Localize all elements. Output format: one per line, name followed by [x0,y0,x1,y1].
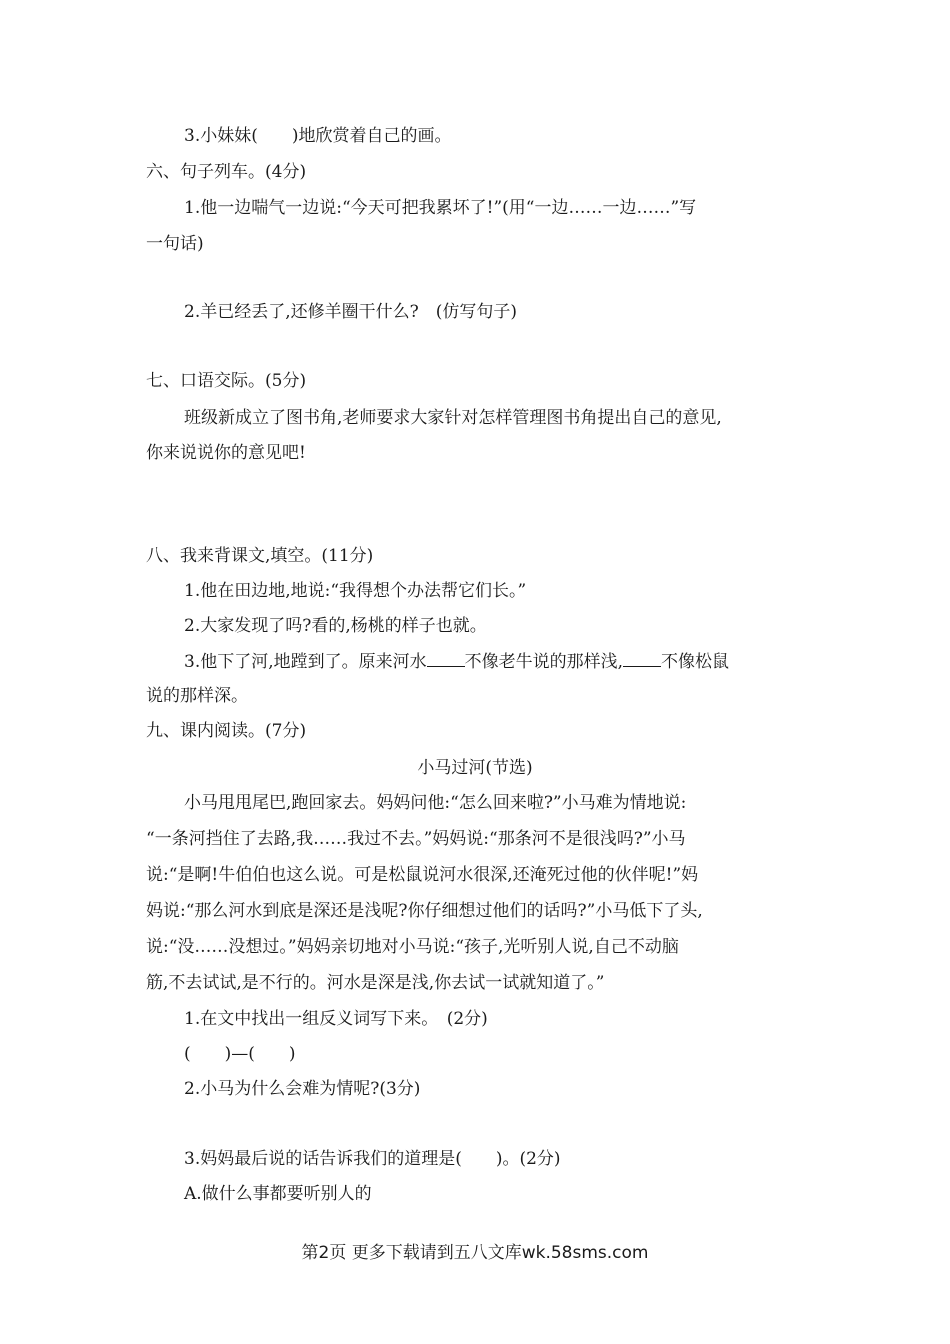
passage-line: 小马甩甩尾巴,跑回家去。妈妈问他:“怎么回来啦?”小马难为情地说: [184,793,687,813]
question-9-3: 3.妈妈最后说的话告诉我们的道理是( )。(2分) [184,1149,561,1169]
question-6-2: 2.羊已经丢了,还修羊圈干什么? (仿写句子) [184,302,518,322]
passage-line: “一条河挡住了去路,我……我过不去。”妈妈说:“那条河不是很浅吗?”小马 [146,829,686,849]
section-7-title: 七、口语交际。(5分) [146,371,307,391]
fill-blank [623,649,661,667]
question-8-3-line2: 说的那样深。 [146,686,248,706]
question-9-2: 2.小马为什么会难为情呢?(3分) [184,1079,421,1099]
passage-line: 说:“是啊!牛伯伯也这么说。可是松鼠说河水很深,还淹死过他的伙伴呢!”妈 [146,865,699,885]
question-8-3-part-b: 不像老牛说的那样浅, [464,652,624,672]
question-6-1-line2: 一句话) [146,234,204,254]
section-7-prompt-line2: 你来说说你的意见吧! [146,443,306,463]
passage-line: 妈说:“那么河水到底是深还是浅呢?你仔细想过他们的话吗?”小马低下了头, [146,901,703,921]
passage-title: 小马过河(节选) [417,758,533,778]
page-footer: 第2页 更多下载请到五八文库wk.58sms.com [301,1243,649,1263]
question-5-3: 3.小妹妹( )地欣赏着自己的画。 [184,126,452,146]
passage-line: 筋,不去试试,是不行的。河水是深是浅,你去试一试就知道了。” [146,973,605,993]
question-8-2: 2.大家发现了吗?看的,杨桃的样子也就。 [184,616,487,636]
question-6-1-line1: 1.他一边喘气一边说:“今天可把我累坏了!”(用“一边……一边……”写 [184,198,697,218]
question-9-3-option-a: A.做什么事都要听别人的 [184,1184,372,1204]
question-8-3-line1 [184,649,729,674]
section-9-title: 九、课内阅读。(7分) [146,721,307,741]
question-8-3-part-a: 3.他下了河,地蹚到了。原来河水 [184,652,427,672]
passage-line: 说:“没……没想过。”妈妈亲切地对小马说:“孩子,光听别人说,自己不动脑 [146,937,679,957]
section-8-title: 八、我来背课文,填空。(11分) [146,546,374,566]
section-7-prompt-line1: 班级新成立了图书角,老师要求大家针对怎样管理图书角提出自己的意见, [184,408,722,428]
question-9-1: 1.在文中找出一组反义词写下来。 (2分) [184,1009,488,1029]
question-9-1-answer-blank: ( )—( ) [184,1044,296,1064]
section-6-title: 六、句子列车。(4分) [146,162,307,182]
question-8-3-part-c: 不像松鼠 [661,652,730,672]
fill-blank [427,649,465,667]
question-8-1: 1.他在田边地,地说:“我得想个办法帮它们长。” [184,581,527,601]
